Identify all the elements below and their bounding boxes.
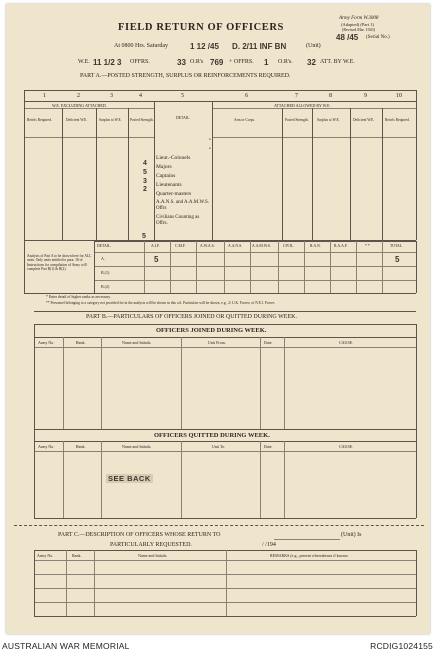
group-left-heading: W.E. EXCLUDING ATTACHED. xyxy=(52,103,107,108)
part-c-unit-label: (Unit) Is xyxy=(341,532,362,538)
ors-label: O.R's xyxy=(190,59,204,65)
quitted-col-army-no: Army No. xyxy=(38,444,55,449)
part-c-col-rank: Rank. xyxy=(72,553,82,558)
head-deficient-right: Deficient W.E. xyxy=(353,118,375,122)
analysis-row-b2: B.(2) xyxy=(101,284,110,289)
group-right-heading: ATTACHED ALLOWED BY W.E. xyxy=(274,103,331,108)
part-c-col-army-no: Army No. xyxy=(37,553,54,558)
at-unit: D. 2/11 INF BN xyxy=(232,42,287,51)
head-deficient-left: Deficient W.E. xyxy=(66,118,88,122)
detail-quartermasters: Quarter-masters xyxy=(156,191,192,197)
footer-institution: AUSTRALIAN WAR MEMORIAL xyxy=(2,641,130,651)
posted-value-1: 4 xyxy=(143,160,147,167)
head-reints-left: Rein'ts Required. xyxy=(27,118,52,122)
joined-col-unit-from: Unit From. xyxy=(208,340,226,345)
analysis-head-aamws: A.A.M.W.S. xyxy=(252,244,271,248)
joined-col-name: Name and Initials. xyxy=(122,340,152,345)
joined-col-army-no: Army No. xyxy=(38,340,55,345)
att-label: ATT. BY W.E. xyxy=(320,59,355,65)
plus-offrs-value: 1 xyxy=(264,58,269,67)
dot-marker: • xyxy=(209,138,211,143)
head-arm-corps: Arm or Corps. xyxy=(234,118,255,122)
archive-footer xyxy=(0,638,436,654)
analysis-head-aif: A.I.F. xyxy=(151,244,160,248)
serial-label: (Serial No.) xyxy=(366,35,390,40)
col-number-1: 1 xyxy=(43,93,46,99)
joined-col-date: Date. xyxy=(264,340,273,345)
posted-value-3: 3 xyxy=(143,178,147,185)
form-title: FIELD RETURN OF OFFICERS xyxy=(118,22,284,33)
serial-number: 48 /45 xyxy=(336,33,359,42)
head-reints-right: Rein'ts Required. xyxy=(385,118,410,122)
posted-value-2: 5 xyxy=(143,169,147,176)
col-number-5: 5 xyxy=(181,93,184,99)
part-c-col-remarks: REMARKS (e.g., present whereabouts if known. xyxy=(270,553,349,558)
analysis-head-total: TOTAL xyxy=(390,244,403,248)
analysis-head-awas: A.W.A.S. xyxy=(200,244,215,248)
analysis-head-aans: A.A.N.S. xyxy=(228,244,243,248)
see-back-stamp: SEE BACK xyxy=(108,474,151,483)
form-ref-2: (Adapted) (Part 1) xyxy=(341,22,374,27)
ors2-label: O.R's. xyxy=(278,59,293,65)
unit-label: (Unit) xyxy=(306,43,321,49)
joined-col-rank: Rank. xyxy=(76,340,86,345)
detail-aans: A.A.N.S. and A.A.M.W.S. Offrs xyxy=(156,200,210,211)
col-number-7: 7 xyxy=(295,93,298,99)
analysis-note: Analysis of Part A to be shown here for ALL units. Only units entitled to para. 18 of Instructions for compilation of Army will complete Part B(1) & B(2). xyxy=(27,254,92,271)
part-c-col-name: Name and Initials. xyxy=(138,553,168,558)
offrs-label: OFFRS. xyxy=(130,59,150,65)
analysis-head-civil: CIVIL. xyxy=(283,244,295,248)
part-b-heading: PART B.—PARTICULARS OF OFFICERS JOINED OR QUITTED DURING WEEK. xyxy=(86,314,297,320)
col-number-6: 6 xyxy=(245,93,248,99)
quitted-col-rank: Rank. xyxy=(76,444,86,449)
analysis-total-a: 5 xyxy=(395,255,400,264)
quitted-col-cause: CAUSE. xyxy=(339,444,354,449)
head-posted-right: Posted Strength. xyxy=(285,118,309,122)
posted-value-4: 2 xyxy=(143,186,147,193)
joined-title: OFFICERS JOINED DURING WEEK. xyxy=(156,327,267,334)
head-detail: DETAIL. xyxy=(176,116,191,120)
we-label: W.E. xyxy=(78,59,90,65)
detail-civilians: Civilians Counting as Offrs. xyxy=(156,215,200,226)
quitted-col-date: Date. xyxy=(264,444,273,449)
head-posted-left: Posted Strength. xyxy=(130,118,154,122)
col-number-4: 4 xyxy=(139,93,142,99)
col-number-10: 10 xyxy=(396,93,402,99)
head-surplus-right: Surplus to W.E. xyxy=(317,118,340,122)
form-sheet xyxy=(6,4,430,634)
col-number-8: 8 xyxy=(329,93,332,99)
footnote-1: * Enter detail of higher ranks as necessary. xyxy=(46,295,111,299)
analysis-head-raaf: R.A.A.F. xyxy=(334,244,348,248)
footer-catalogue-id: RCDIG1024155 xyxy=(370,641,433,651)
part-c-heading-2: PARTICULARLY REQUESTED. xyxy=(110,542,192,548)
col-number-9: 9 xyxy=(364,93,367,99)
detail-captains: Captains xyxy=(156,173,176,179)
form-ref-1: Army Form W.3008 xyxy=(339,16,379,21)
analysis-head-cmf: C.M.F. xyxy=(175,244,186,248)
joined-col-cause: CAUSE. xyxy=(339,340,354,345)
at-date: 1 12 /45 xyxy=(190,42,219,51)
quitted-title: OFFICERS QUITTED DURING WEEK. xyxy=(154,432,270,439)
col-number-2: 2 xyxy=(77,93,80,99)
dot-marker: • xyxy=(209,147,211,152)
part-c-heading-1: PART C.—DESCRIPTION OF OFFICERS WHOSE RETURN TO xyxy=(58,532,221,538)
analysis-row-a: A. xyxy=(101,256,105,261)
analysis-row-b1: B.(1) xyxy=(101,270,110,275)
ors2-value: 32 xyxy=(307,58,316,67)
posted-total: 5 xyxy=(142,233,146,240)
footnote-2: ** Personnel belonging to a category not provided for in the analysis will be shown in this col. Particulars will be shown, e.g., 2/ U.K. Forces; of N.E.I. Forces xyxy=(46,301,275,305)
analysis-head-detail: DETAIL. xyxy=(97,244,112,248)
ors-value: 769 xyxy=(210,58,224,67)
at-prefix: At 0800 Hrs. Saturday xyxy=(114,43,168,49)
analysis-aif-a: 5 xyxy=(154,255,159,264)
we-value: 11 1/2 3 xyxy=(93,58,122,67)
quitted-col-unit-to: Unit To. xyxy=(212,444,226,449)
detail-lieutenants: Lieutenants xyxy=(156,182,182,188)
form-ref-3: (Revised Mar. 1943) xyxy=(342,27,375,32)
detail-lt-colonels: Lieut.-Colonels xyxy=(156,155,191,161)
detail-majors: Majors xyxy=(156,164,172,170)
analysis-head-ran: R.A.N. xyxy=(310,244,321,248)
head-surplus-left: Surplus to W.E. xyxy=(99,118,122,122)
quitted-col-name: Name and Initials. xyxy=(122,444,152,449)
plus-offrs-label: + OFFRS. xyxy=(229,59,254,65)
analysis-head-other: * * xyxy=(365,244,370,248)
part-a-heading: PART A.—POSTED STRENGTH, SURPLUS OR REINFORCEMENTS REQUIRED. xyxy=(80,73,291,79)
offrs-value: 33 xyxy=(177,58,186,67)
col-number-3: 3 xyxy=(110,93,113,99)
part-c-date: / /194 xyxy=(262,542,276,548)
